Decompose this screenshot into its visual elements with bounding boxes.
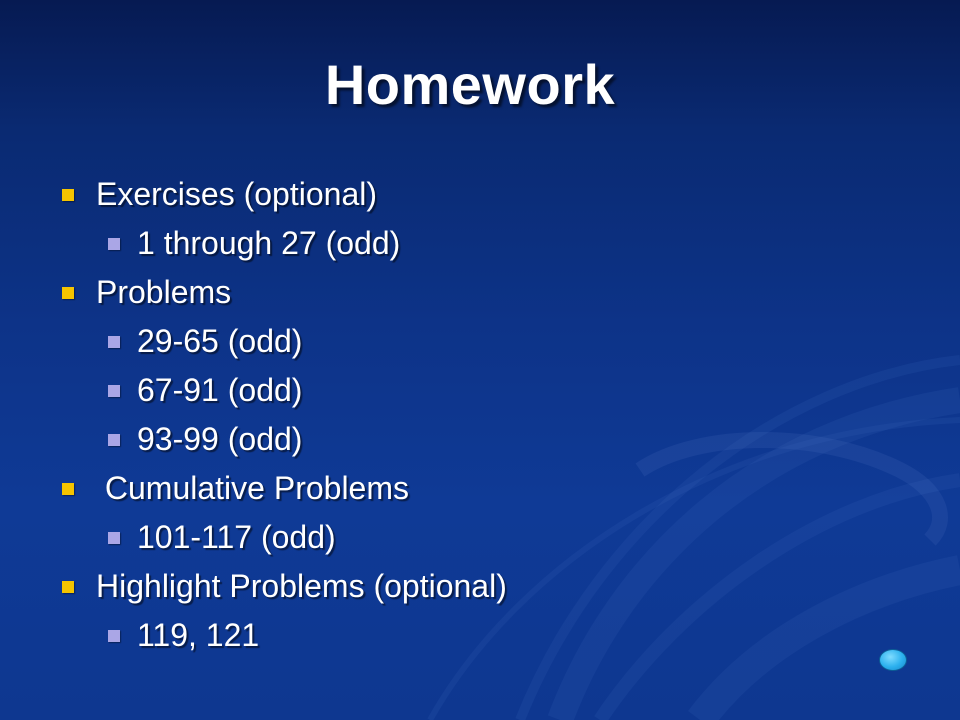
sub-bullet-highlight-range	[137, 615, 259, 655]
bullet-square-icon	[62, 483, 74, 495]
bullet-text: Problems	[96, 274, 232, 310]
bullet-text: 119, 121	[137, 617, 260, 653]
bullet-text: 1 through 27 (odd)	[137, 225, 401, 261]
sub-bullet-problems-range-3	[137, 419, 302, 459]
bullet-text: Cumulative Problems	[96, 470, 409, 506]
bullet-highlight-problems	[96, 566, 507, 606]
bullet-square-icon	[62, 581, 74, 593]
bullet-square-icon	[108, 336, 120, 348]
bullet-text: 93-99 (odd)	[137, 421, 303, 457]
bullet-text: 29-65 (odd)	[137, 323, 303, 359]
bullet-text: 67-91 (odd)	[137, 372, 303, 408]
bullet-text: Exercises (optional)	[96, 176, 377, 212]
sub-bullet-problems-range-1	[137, 321, 302, 361]
bullet-text: Highlight Problems (optional)	[96, 568, 507, 604]
slide-title: Homework	[324, 53, 616, 116]
sub-bullet-exercises-range	[137, 223, 400, 263]
sub-bullet-cumulative-range	[137, 517, 336, 557]
bullet-problems	[96, 272, 231, 312]
bullet-exercises	[96, 174, 377, 214]
sub-bullet-problems-range-2	[137, 370, 302, 410]
bullet-square-icon	[62, 287, 74, 299]
circle-nav-icon[interactable]	[879, 649, 907, 671]
bullet-cumulative-problems	[96, 468, 409, 508]
bullet-square-icon	[108, 434, 120, 446]
bullet-square-icon	[108, 385, 120, 397]
bullet-square-icon	[62, 189, 74, 201]
bullet-text: 101-117 (odd)	[137, 519, 336, 555]
bullet-square-icon	[108, 238, 120, 250]
bullet-square-icon	[108, 532, 120, 544]
bullet-square-icon	[108, 630, 120, 642]
